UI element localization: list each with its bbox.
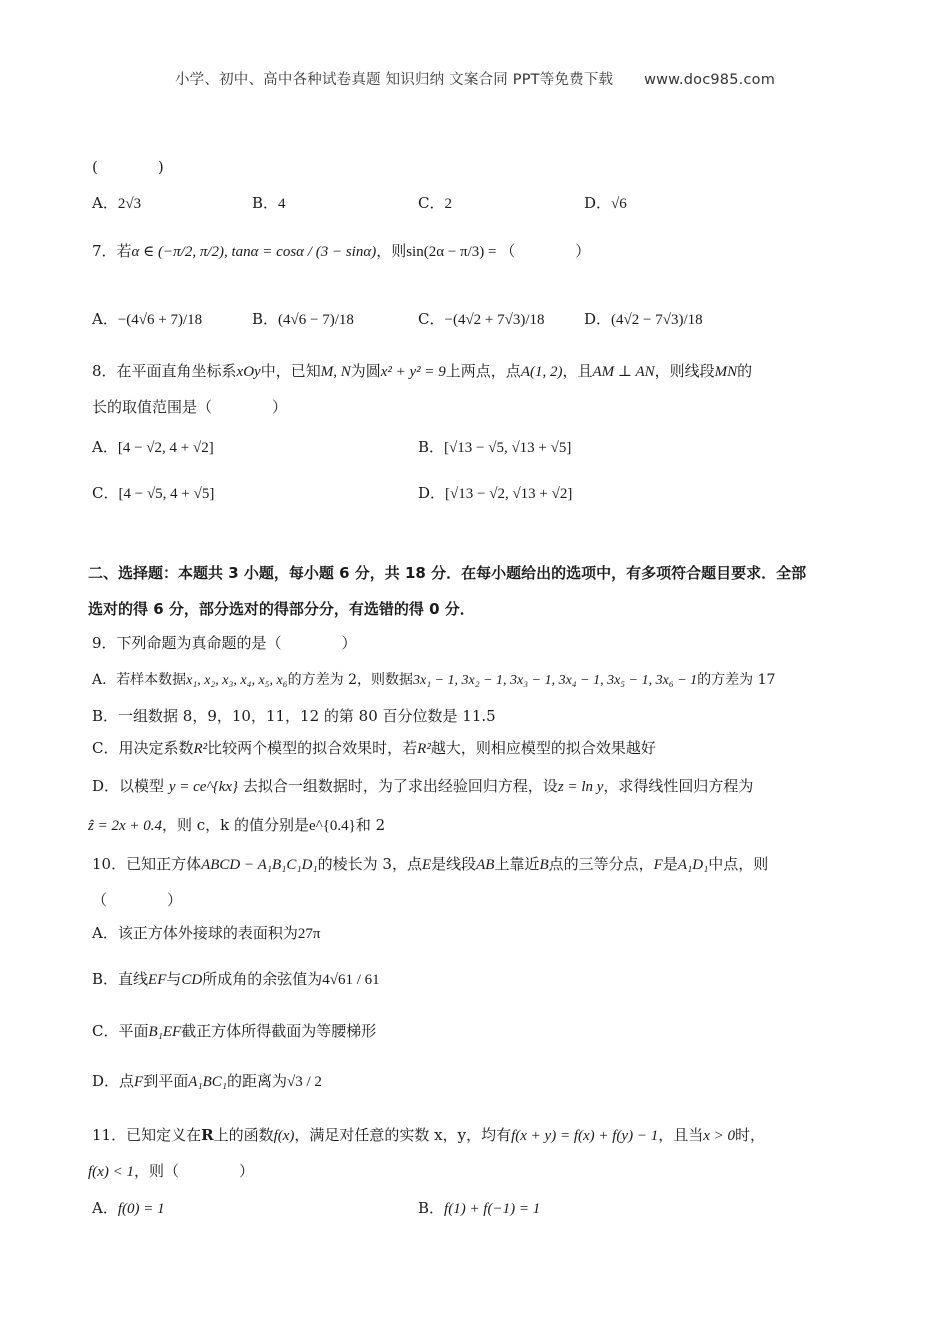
q6-option-b[interactable]: B．4 — [252, 194, 286, 212]
q7-option-c[interactable]: C．−(4√2 + 7√3)/18 — [418, 310, 545, 328]
q7-option-a[interactable]: A．−(4√6 + 7)/18 — [92, 310, 203, 328]
q8-option-d[interactable]: D．[√13 − √2, √13 + √2] — [418, 484, 573, 502]
q8-stem-line1: 8．在平面直角坐标系xOy中，已知M, N为圆x² + y² = 9上两点，点A(1, 2)，且AM ⊥ AN，则线段MN的 — [92, 362, 753, 380]
q9-option-a[interactable]: A．若样本数据x₁, x₂, x₃, x₄, x₅, x₆的方差为 2，则数据3x₁ − 1, 3x₂ − 1, 3x₃ − 1, 3x₄ − 1, 3x₅ − 1, 3x₆ − 1的方差为 17 — [92, 672, 776, 688]
q10-option-d[interactable]: D．点F到平面A₁BC₁的距离为√3 / 2 — [92, 1072, 322, 1090]
q9-option-d-cont: ẑ = 2x + 0.4，则 c，k 的值分别是e^{0.4}和 2 — [88, 816, 386, 834]
q8-option-b[interactable]: B．[√13 − √5, √13 + √5] — [418, 438, 572, 456]
q6-option-d[interactable]: D．√6 — [584, 194, 627, 212]
q10-option-c[interactable]: C．平面B₁EF截正方体所得截面为等腰梯形 — [92, 1022, 377, 1040]
q7-option-b[interactable]: B．(4√6 − 7)/18 — [252, 310, 354, 328]
q11-stem-line1: 11．已知定义在R上的函数f(x)，满足对任意的实数 x，y，均有f(x + y) = f(x) + f(y) − 1，且当x > 0时， — [92, 1126, 766, 1144]
q8-stem-line2: 长的取值范围是（ ） — [92, 398, 288, 416]
page-header — [0, 68, 950, 89]
q9-option-c[interactable]: C．用决定系数R²比较两个模型的拟合效果时，若R²越大，则相应模型的拟合效果越好 — [92, 739, 656, 757]
header-text: 小学、初中、高中各种试卷真题 知识归纳 文案合同 PPT等免费下载 — [174, 72, 614, 88]
q7-option-d[interactable]: D．(4√2 − 7√3)/18 — [584, 310, 703, 328]
q10-paren: （ ） — [92, 891, 183, 909]
q9-stem: 9．下列命题为真命题的是（ ） — [92, 634, 357, 652]
section2-heading-line1: 二、选择题：本题共 3 小题，每小题 6 分，共 18 分．在每小题给出的选项中，有多项符合题目要求．全部 — [88, 564, 807, 582]
q7-condition: α ∈ (−π/2, π/2), tanα = cosα / (3 − sinα) — [131, 244, 377, 260]
q11-option-a[interactable]: A．f(0) = 1 — [92, 1199, 165, 1217]
header-url[interactable]: www.doc985.com — [644, 72, 776, 88]
q10-option-a[interactable]: A．该正方体外接球的表面积为27π — [92, 924, 321, 942]
q10-option-b[interactable]: B．直线EF与CD所成角的余弦值为4√61 / 61 — [92, 970, 380, 988]
q6-option-a[interactable]: A．2√3 — [92, 194, 142, 212]
q11-stem-line2: f(x) < 1，则（ ） — [88, 1162, 254, 1180]
q10-stem-line1: 10．已知正方体ABCD − A₁B₁C₁D₁的棱长为 3，点E是线段AB上靠近B点的三等分点，F是A₁D₁中点，则 — [92, 855, 769, 873]
q7-stem: 7．若α ∈ (−π/2, π/2), tanα = cosα / (3 − sinα)，则sin(2α − π/3) = （ ） — [92, 242, 591, 260]
q7-expression: sin(2α − π/3) = （ ） — [406, 244, 591, 260]
q9-option-d[interactable]: D．以模型 y = ce^{kx} 去拟合一组数据时，为了求出经验回归方程，设z = ln y，求得线性回归方程为 — [92, 777, 754, 795]
q6-option-c[interactable]: C．2 — [418, 194, 452, 212]
q11-option-b[interactable]: B．f(1) + f(−1) = 1 — [418, 1199, 541, 1217]
q6-paren: ( ) — [92, 158, 164, 176]
section2-heading-line2: 选对的得 6 分，部分选对的得部分分，有选错的得 0 分． — [88, 600, 475, 618]
q8-option-c[interactable]: C．[4 − √5, 4 + √5] — [92, 484, 215, 502]
q8-option-a[interactable]: A．[4 − √2, 4 + √2] — [92, 438, 214, 456]
q9-option-b[interactable]: B．一组数据 8，9，10，11，12 的第 80 百分位数是 11.5 — [92, 707, 496, 725]
